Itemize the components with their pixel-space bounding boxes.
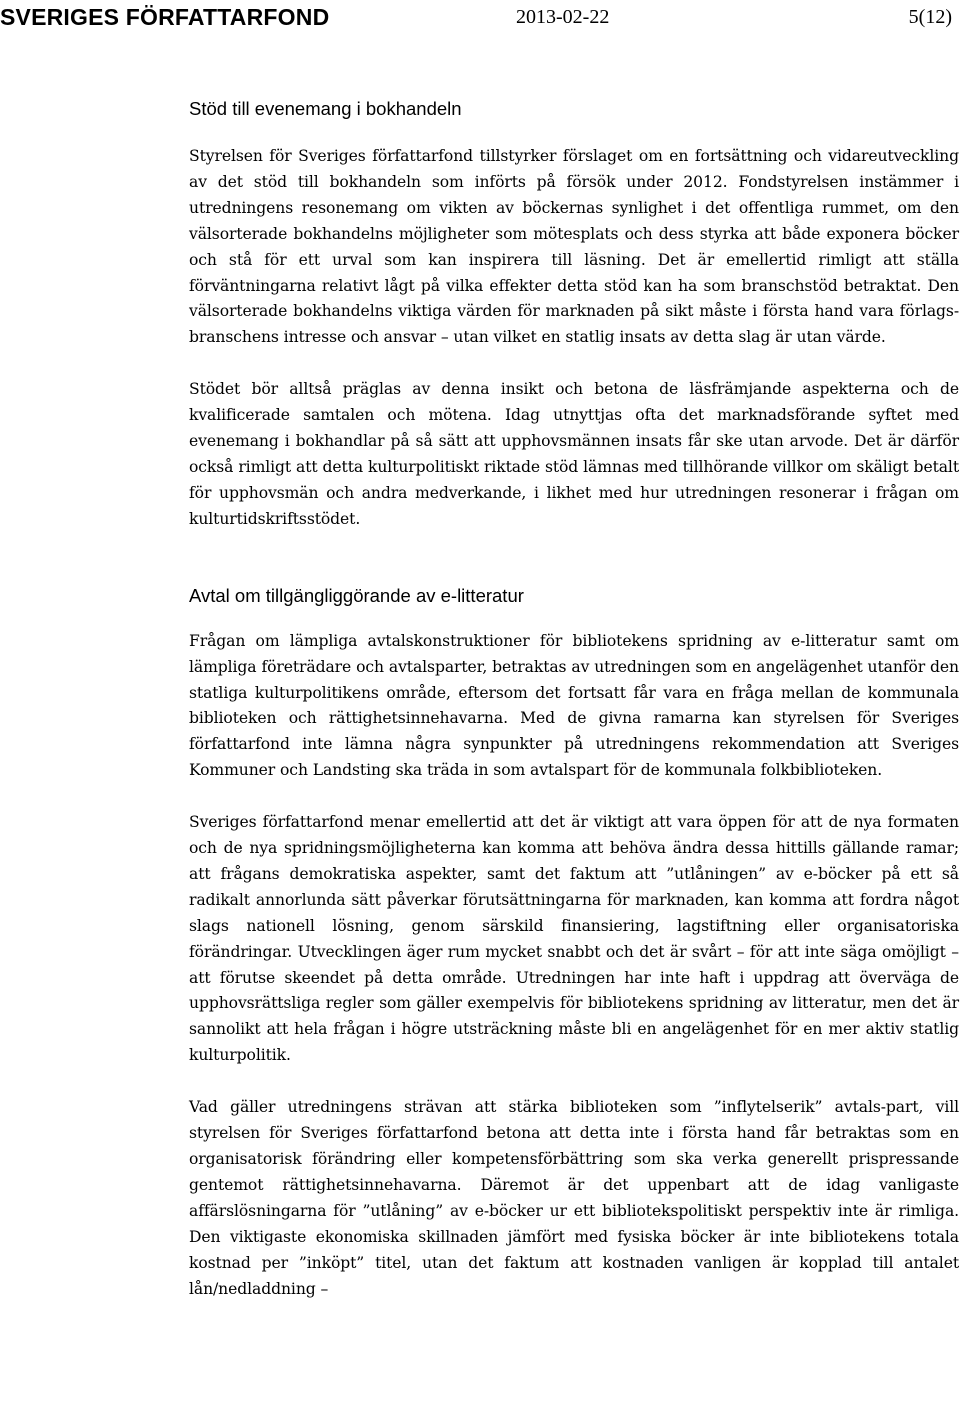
paragraph: Styrelsen för Sveriges författarfond tillstyrker förslaget om en fortsättning och vidareutveckling av det stöd till bokhandeln som införts på försök under 2012. Fondstyrelsen instämmer i utredningens resonemang om vikten av böckernas synlighet i det offentliga rummet, om den välsorterade bokhandelns möjligheter som mötesplats och dess styrka att både exponera böcker och stå för ett urval som kan inspirera till läsning. Det är emellertid rimligt att ställa förväntningarna relativt lågt på vilka effekter detta stöd kan ha som branschstöd betraktat. Den välsorterade bokhandelns viktiga värden för marknaden på sikt måste i första hand vara förlags-branschens intresse och ansvar – utan vilket en statlig insats av detta slag är utan värde. [189,147,959,347]
paragraph: Vad gäller utredningens strävan att stärka biblioteken som ”inflytelserik” avtals-part, vill styrelsen för Sveriges författarfond betona att detta inte i första hand får betraktas som en organisatorisk förändring eller kompetensförbättring som ska verka generellt prispressande gentemot rättighetsinnehavarna. Däremot är det uppenbart att de idag vanligaste affärslösningarna för ”utlåning” av e-böcker ur ett bibliotekspolitiskt perspektiv inte är rimliga. Den viktigaste ekonomiska skillnaden jämfört med fysiska böcker är inte bibliotekens totala kostnad per ”inköpt” titel, utan det faktum att kostnaden vanligen är kopplad till antalet lån/nedladdning – [189,1098,959,1298]
section-heading: Stöd till evenemang i bokhandeln [189,98,462,119]
section-heading: Avtal om tillgängliggörande av e-litteratur [189,584,524,606]
document-body [189,96,959,1302]
page-number: 5(12) [908,6,952,28]
paragraph: Frågan om lämpliga avtalskonstruktioner för bibliotekens spridning av e-litteratur samt om lämpliga företrädare och avtalsparter, betraktas av utredningen som en angelägenhet utanför den statliga kulturpolitikens område, eftersom det fortsatt får vara en fråga mellan de kommunala biblioteken och rättighetsinnehavarna. Med de givna ramarna kan styrelsen för Sveriges författarfond inte lämna några synpunkter på utredningens rekommendation att Sveriges Kommuner och Landsting ska träda in som avtalspart för de kommunala folkbiblioteken. [189,631,959,780]
page-header [0,0,960,40]
org-name: SVERIGES FÖRFATTARFOND [0,4,330,30]
section-e-literature-agreements [189,583,959,1303]
paragraph: Stödet bör alltså präglas av denna insikt och betona de läsfrämjande aspekterna och de kvalificerade samtalen och mötena. Idag utnyttjas ofta det marknadsförande syftet med evenemang i bokhandlar på så sätt att upphovsmännen insats får ske utan arvode. Det är därför också rimligt att detta kulturpolitiskt riktade stöd lämnas med tillhörande villkor om skäligt betalt för upphovsmän och andra medverkande, i likhet med hur utredningen resonerar i frågan om kulturtidskriftsstödet. [189,380,959,528]
section-bookstore-events [189,96,959,533]
paragraph: Sveriges författarfond menar emellertid att det är viktigt att vara öppen för att de nya formaten och de nya spridningsmöjligheterna kan komma att behöva ändra dessa hittills gällande ramar; att frågans demokratiska aspekter, samt det faktum att ”utlåningen” av e-böcker på ett så radikalt annorlunda sätt påverkar förutsättningarna för marknaden, kan komma att fordra något slags nationell lösning, genom särskild finansiering, lagstiftning eller organisatoriska förändringar. Utvecklingen äger rum mycket snabbt och det är svårt – för att inte säga omöjligt – att förutse skeendet på detta område. Utredningen har inte haft i uppdrag att överväga de upphovsrättsliga regler som gäller exempelvis för bibliotekens spridning av litteratur, men det är sannolikt att hela frågan i högre utsträckning måste bli en angelägenhet för en mer aktiv statlig kulturpolitik. [189,813,959,1065]
document-date: 2013-02-22 [516,6,610,28]
